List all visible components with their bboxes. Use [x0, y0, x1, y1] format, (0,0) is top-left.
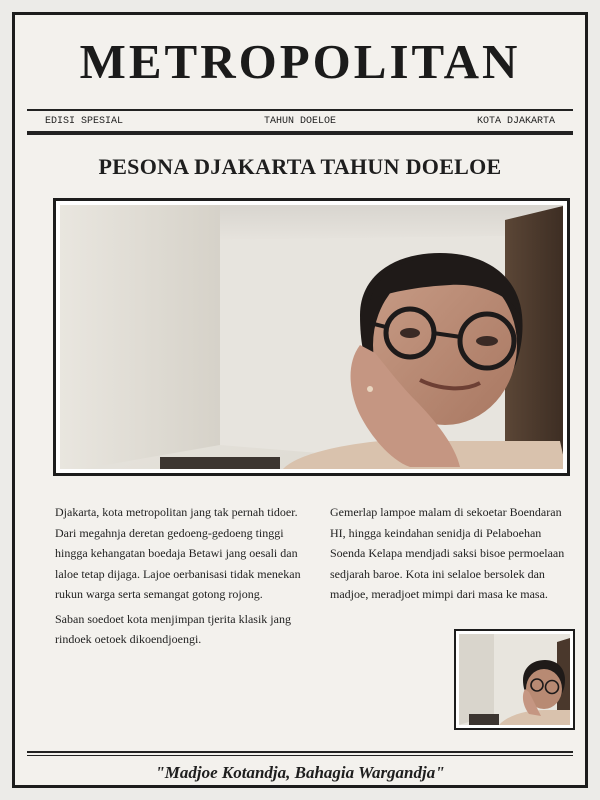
webcam-photo-main — [60, 205, 563, 469]
webcam-photo-thumbnail — [459, 634, 570, 725]
article-paragraph: Gemerlap lampoe malam di sekoetar Boendaran HI, hingga keindahan senidja di Pelaboehan Soenda Kelapa mendjadi saksi bisoe permoelaan sedjarah baroe. Kota ini selaloe bersolek dan madjoe, meradjoet mimpi dari masa ke masa. — [330, 505, 565, 601]
footer-rule-top — [27, 751, 573, 753]
article-headline: PESONA DJAKARTA TAHUN DOELOE — [98, 154, 502, 179]
portrait-illustration — [60, 205, 563, 469]
thumbnail-photo[interactable] — [454, 629, 575, 730]
portrait-thumbnail-illustration — [459, 634, 570, 725]
article-column-left — [55, 502, 307, 654]
main-photo[interactable] — [53, 198, 570, 476]
edition-label: EDISI SPESIAL — [45, 116, 124, 127]
newspaper-frame — [12, 12, 588, 788]
era-label: TAHUN DOELOE — [263, 116, 336, 127]
masthead-title: METROPOLITAN — [79, 34, 521, 89]
city-label: KOTA DJAKARTA — [476, 116, 555, 127]
masthead — [15, 15, 585, 97]
footer-slogan: "Madjoe Kotandja, Bahagia Wargandja" — [155, 763, 445, 782]
article-paragraph: Saban soedoet kota menjimpan tjerita klasik jang rindoek oetoek dikoendjoengi. — [55, 611, 291, 646]
article-paragraph: Djakarta, kota metropolitan jang tak pernah tidoer. Dari megahnja deretan gedoeng-gedoeng tinggi hingga kehangatan boedaja Betawi jang oesali dan laloe tetap dijaga. Lajoe oerbanisasi tidak menekan rukun warga serta semangat gotong rojong. — [55, 505, 301, 601]
article-column-right — [330, 502, 565, 609]
masthead-rule-bottom — [27, 131, 573, 135]
footer-rule-thin — [27, 755, 573, 756]
masthead-rule-top — [27, 109, 573, 111]
edition-infobar — [31, 116, 569, 130]
